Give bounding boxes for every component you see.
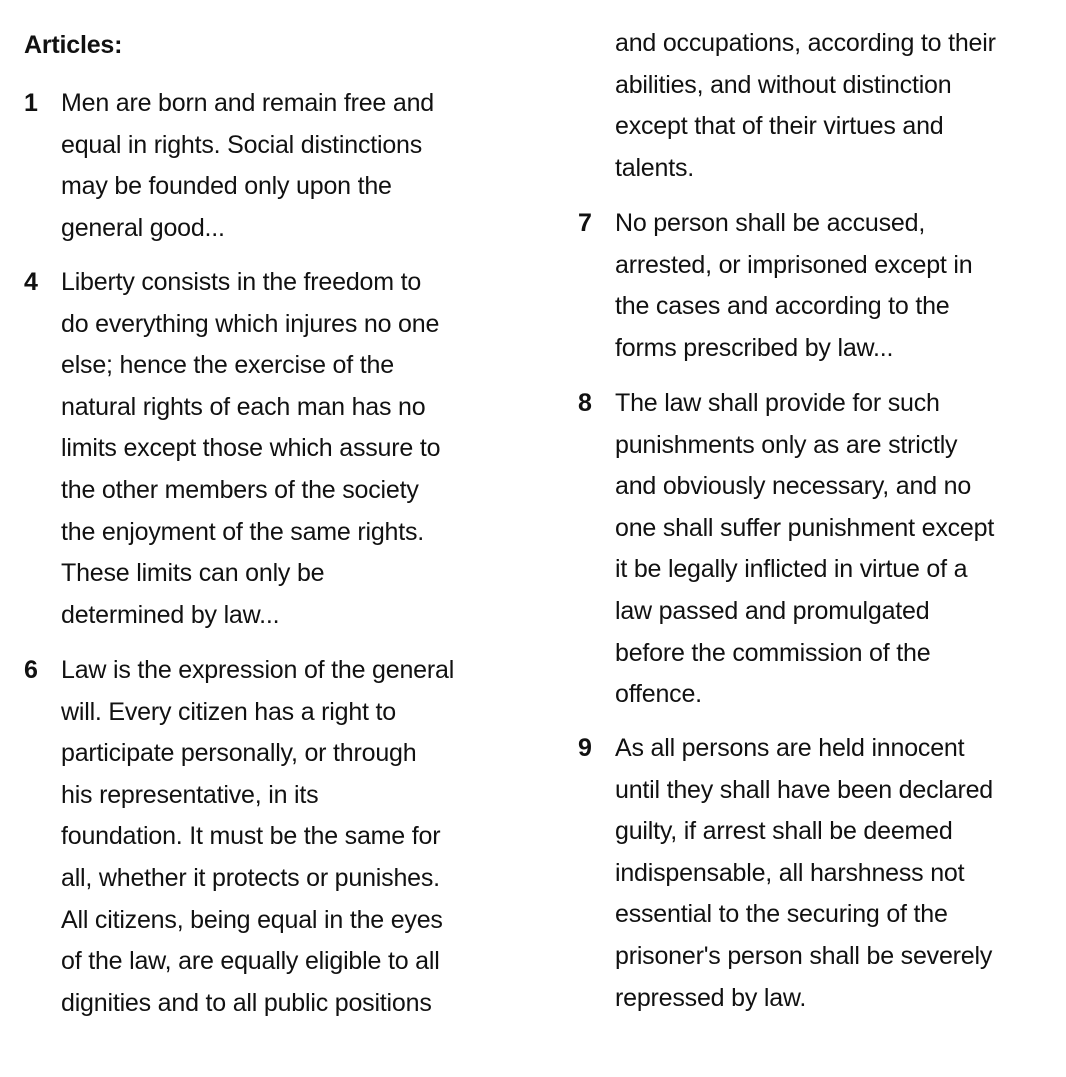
- article-line: limits except those which assure to: [61, 434, 441, 463]
- article-text: [61, 83, 501, 249]
- article-line: repressed by law.: [615, 983, 807, 1012]
- articles-heading: Articles:: [24, 31, 123, 59]
- article-line: the enjoyment of the same rights.: [61, 517, 425, 546]
- article-line: else; hence the exercise of the: [61, 351, 394, 380]
- article-line: indispensable, all harshness not: [615, 858, 965, 887]
- article-line: dignities and to all public positions: [61, 988, 432, 1017]
- article-text: [615, 23, 1055, 189]
- article-line: the other members of the society: [61, 475, 419, 504]
- article-line: punishments only as are strictly: [615, 430, 958, 459]
- article-line: it be legally inflicted in virtue of a: [615, 555, 968, 584]
- article-line: law passed and promulgated: [615, 596, 930, 625]
- article-number: 1: [24, 89, 38, 117]
- article-line: guilty, if arrest shall be deemed: [615, 817, 953, 846]
- article-line: foundation. It must be the same for: [61, 822, 441, 851]
- article-line: equal in rights. Social distinctions: [61, 130, 423, 159]
- article-line: All citizens, being equal in the eyes: [61, 905, 443, 934]
- article-line: talents.: [615, 153, 695, 182]
- article-line: general good...: [61, 213, 225, 242]
- article-line: Liberty consists in the freedom to: [61, 268, 422, 296]
- article-number: 4: [24, 268, 38, 296]
- article-line: forms prescribed by law...: [615, 333, 894, 362]
- article-line: do everything which injures no one: [61, 309, 440, 338]
- article-line: before the commission of the: [615, 638, 931, 667]
- article-line: until they shall have been declared: [615, 775, 993, 804]
- article-number: 9: [578, 734, 592, 762]
- article-text: [61, 650, 501, 1024]
- article-number: 7: [578, 209, 592, 237]
- article-line: will. Every citizen has a right to: [61, 697, 396, 726]
- article-line: These limits can only be: [61, 559, 325, 588]
- article-line: abilities, and without distinction: [615, 70, 952, 99]
- article-number: 8: [578, 389, 592, 417]
- article-line: one shall suffer punishment except: [615, 513, 995, 542]
- article-line: As all persons are held innocent: [615, 734, 965, 762]
- article-line: determined by law...: [61, 600, 280, 629]
- article-line: his representative, in its: [61, 780, 319, 809]
- article-line: essential to the securing of the: [615, 900, 948, 929]
- article-line: No person shall be accused,: [615, 209, 926, 237]
- article-line: and obviously necessary, and no: [615, 472, 972, 501]
- article-line: Men are born and remain free and: [61, 89, 434, 117]
- article-line: except that of their virtues and: [615, 112, 944, 141]
- article-line: offence.: [615, 680, 702, 709]
- article-line: arrested, or imprisoned except in: [615, 250, 973, 279]
- article-text: [61, 262, 501, 636]
- article-line: all, whether it protects or punishes.: [61, 863, 440, 892]
- article-line: natural rights of each man has no: [61, 392, 426, 421]
- article-text: [615, 203, 1055, 369]
- article-line: participate personally, or through: [61, 739, 417, 768]
- article-text: [615, 728, 1055, 1019]
- article-line: and occupations, according to their: [615, 29, 996, 57]
- article-text: [615, 383, 1055, 716]
- article-number: 6: [24, 656, 38, 684]
- article-line: The law shall provide for such: [615, 389, 940, 417]
- article-line: may be founded only upon the: [61, 172, 392, 201]
- article-line: Law is the expression of the general: [61, 656, 455, 684]
- article-line: prisoner's person shall be severely: [615, 941, 993, 970]
- article-line: of the law, are equally eligible to all: [61, 947, 440, 976]
- article-line: the cases and according to the: [615, 292, 950, 321]
